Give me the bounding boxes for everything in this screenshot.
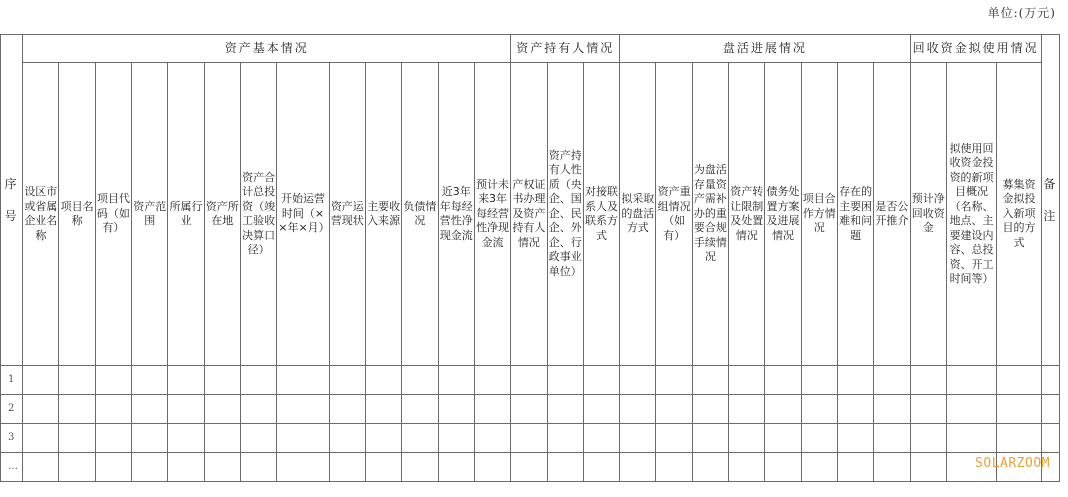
table-cell[interactable] bbox=[438, 424, 474, 453]
column-header bbox=[729, 63, 765, 366]
table-cell[interactable] bbox=[656, 395, 692, 424]
column-header-text: 项目合作方情况 bbox=[802, 192, 836, 235]
column-header bbox=[910, 63, 946, 366]
unit-label: 单位:(万元) bbox=[987, 6, 1056, 20]
table-cell[interactable] bbox=[474, 453, 510, 482]
table-row bbox=[1, 453, 1060, 482]
table-cell[interactable] bbox=[240, 366, 276, 395]
table-cell[interactable] bbox=[402, 395, 438, 424]
table-cell[interactable] bbox=[910, 453, 946, 482]
table-cell[interactable] bbox=[620, 453, 656, 482]
column-header bbox=[801, 63, 837, 366]
column-header bbox=[474, 63, 510, 366]
table-cell[interactable] bbox=[620, 366, 656, 395]
table-cell[interactable] bbox=[132, 424, 168, 453]
table-cell[interactable] bbox=[874, 395, 910, 424]
column-header-text: 资产重组情况（如有） bbox=[657, 185, 691, 242]
column-header-text: 是否公开推介 bbox=[875, 199, 909, 227]
table-cell[interactable] bbox=[438, 395, 474, 424]
table-cell[interactable] bbox=[402, 453, 438, 482]
column-header-row bbox=[1, 63, 1060, 366]
column-header bbox=[168, 63, 204, 366]
table-cell[interactable] bbox=[729, 395, 765, 424]
table-cell[interactable] bbox=[547, 453, 583, 482]
table-row bbox=[1, 395, 1060, 424]
table-cell[interactable] bbox=[910, 366, 946, 395]
column-header bbox=[59, 63, 95, 366]
column-header-text: 拟使用回收资金投资的新项目概况（名称、地点、主要建设内容、总投资、开工时间等） bbox=[949, 141, 994, 285]
table-cell[interactable] bbox=[583, 366, 619, 395]
table-cell[interactable] bbox=[168, 366, 204, 395]
table-cell[interactable] bbox=[474, 424, 510, 453]
column-header-text: 项目代码（如有） bbox=[96, 192, 130, 235]
table-cell[interactable] bbox=[547, 424, 583, 453]
table-cell[interactable] bbox=[511, 366, 547, 395]
table-cell[interactable] bbox=[910, 395, 946, 424]
column-header bbox=[277, 63, 329, 366]
column-header bbox=[240, 63, 276, 366]
column-header bbox=[23, 63, 59, 366]
table-cell[interactable] bbox=[168, 453, 204, 482]
table-cell[interactable] bbox=[729, 453, 765, 482]
table-cell[interactable] bbox=[765, 366, 801, 395]
column-header-text: 资产转让限制及处置情况 bbox=[730, 185, 764, 242]
table-cell[interactable] bbox=[765, 453, 801, 482]
asset-revitalization-table bbox=[0, 34, 1060, 482]
table-cell[interactable] bbox=[365, 424, 401, 453]
table-cell[interactable] bbox=[59, 366, 95, 395]
column-header bbox=[132, 63, 168, 366]
column-header-text: 主要收入来源 bbox=[367, 199, 401, 227]
column-header bbox=[547, 63, 583, 366]
column-header-text: 产权证书办理及资产持有人情况 bbox=[512, 177, 546, 249]
table-cell[interactable] bbox=[765, 424, 801, 453]
table-cell[interactable] bbox=[474, 366, 510, 395]
table-cell[interactable] bbox=[474, 395, 510, 424]
column-header bbox=[402, 63, 438, 366]
table-cell[interactable] bbox=[329, 453, 365, 482]
column-header bbox=[656, 63, 692, 366]
column-header-text: 资产持有人性质（央企、国企、民企、外企、行政事业单位） bbox=[548, 148, 582, 278]
table-cell[interactable] bbox=[240, 395, 276, 424]
column-header-text: 对接联系人及联系方式 bbox=[585, 185, 619, 242]
notes-header-text: 备注 bbox=[1043, 177, 1058, 223]
group-header: 资产持有人情况 bbox=[511, 35, 620, 63]
row-seq: 3 bbox=[1, 424, 23, 453]
row-seq: … bbox=[1, 453, 23, 482]
table-cell[interactable] bbox=[277, 424, 329, 453]
table-cell[interactable] bbox=[837, 395, 873, 424]
table-cell[interactable] bbox=[692, 453, 728, 482]
table-cell[interactable] bbox=[547, 366, 583, 395]
table-cell[interactable] bbox=[438, 453, 474, 482]
table-cell[interactable] bbox=[402, 366, 438, 395]
column-header bbox=[438, 63, 474, 366]
column-header-text: 资产范围 bbox=[133, 199, 167, 227]
table-cell[interactable] bbox=[801, 366, 837, 395]
table-cell[interactable] bbox=[874, 424, 910, 453]
table-cell[interactable] bbox=[168, 395, 204, 424]
table-cell[interactable] bbox=[946, 366, 996, 395]
notes-header bbox=[1041, 35, 1059, 366]
table-cell[interactable] bbox=[692, 424, 728, 453]
table-cell[interactable] bbox=[329, 424, 365, 453]
table-cell[interactable] bbox=[240, 424, 276, 453]
table-cell[interactable] bbox=[168, 424, 204, 453]
table-cell[interactable] bbox=[277, 453, 329, 482]
table-cell[interactable] bbox=[204, 453, 240, 482]
column-header bbox=[874, 63, 910, 366]
column-header bbox=[620, 63, 656, 366]
column-header-text: 所属行业 bbox=[169, 199, 203, 227]
table-cell[interactable] bbox=[997, 395, 1041, 424]
column-header bbox=[765, 63, 801, 366]
table-cell[interactable] bbox=[874, 366, 910, 395]
table-cell[interactable] bbox=[95, 453, 131, 482]
column-header bbox=[692, 63, 728, 366]
table-cell[interactable] bbox=[692, 395, 728, 424]
column-header bbox=[583, 63, 619, 366]
column-header-text: 设区市或省属企业名称 bbox=[24, 185, 58, 242]
table-cell[interactable] bbox=[240, 453, 276, 482]
column-header-text: 募集资金拟投入新项目的方式 bbox=[1002, 177, 1036, 249]
watermark-logo: SOLARZOOM bbox=[975, 456, 1050, 471]
table-cell[interactable] bbox=[656, 424, 692, 453]
table-cell[interactable] bbox=[729, 366, 765, 395]
column-header-text: 资产合计总投资（竣工验收决算口径） bbox=[242, 170, 276, 256]
table-cell[interactable] bbox=[95, 395, 131, 424]
table-cell[interactable] bbox=[23, 395, 59, 424]
column-header-text: 资产运营现状 bbox=[330, 199, 364, 227]
seq-header-text: 序号 bbox=[4, 177, 19, 223]
table-cell[interactable] bbox=[23, 424, 59, 453]
table-cell[interactable] bbox=[997, 424, 1041, 453]
group-header: 回收资金拟使用情况 bbox=[910, 35, 1041, 63]
column-header-text: 近3年年每经营性净现金流 bbox=[439, 185, 473, 242]
column-header bbox=[511, 63, 547, 366]
group-header: 资产基本情况 bbox=[23, 35, 511, 63]
table-cell[interactable] bbox=[204, 395, 240, 424]
column-header-text: 开始运营时间（××年×月） bbox=[278, 192, 330, 235]
table-cell[interactable] bbox=[204, 424, 240, 453]
table-cell[interactable] bbox=[874, 453, 910, 482]
group-header-row bbox=[1, 35, 1060, 63]
table-cell[interactable] bbox=[1041, 395, 1059, 424]
table-cell[interactable] bbox=[402, 424, 438, 453]
table-cell[interactable] bbox=[365, 453, 401, 482]
table-cell[interactable] bbox=[204, 366, 240, 395]
table-cell[interactable] bbox=[23, 366, 59, 395]
table-cell[interactable] bbox=[132, 453, 168, 482]
table-cell[interactable] bbox=[801, 424, 837, 453]
column-header-text: 拟采取的盘活方式 bbox=[621, 192, 655, 235]
table-cell[interactable] bbox=[801, 453, 837, 482]
table-cell[interactable] bbox=[620, 424, 656, 453]
table-cell[interactable] bbox=[801, 395, 837, 424]
table-cell[interactable] bbox=[620, 395, 656, 424]
column-header bbox=[95, 63, 131, 366]
row-seq: 1 bbox=[1, 366, 23, 395]
table-cell[interactable] bbox=[656, 453, 692, 482]
column-header bbox=[204, 63, 240, 366]
column-header bbox=[946, 63, 996, 366]
column-header-text: 资产所在地 bbox=[205, 199, 239, 227]
table-cell[interactable] bbox=[329, 366, 365, 395]
table-cell[interactable] bbox=[946, 424, 996, 453]
column-header-text: 负债情况 bbox=[403, 199, 437, 227]
column-header-text: 存在的主要困难和问题 bbox=[839, 185, 873, 242]
table-cell[interactable] bbox=[765, 395, 801, 424]
table-row bbox=[1, 424, 1060, 453]
table-cell[interactable] bbox=[365, 395, 401, 424]
table-cell[interactable] bbox=[837, 453, 873, 482]
column-header-text: 债务处置方案及进展情况 bbox=[766, 185, 800, 242]
table-cell[interactable] bbox=[59, 395, 95, 424]
group-header: 盘活进展情况 bbox=[620, 35, 910, 63]
column-header-text: 预计未来3年每经营性净现金流 bbox=[476, 177, 510, 249]
column-header-text: 预计净回收资金 bbox=[911, 192, 945, 235]
table-cell[interactable] bbox=[946, 395, 996, 424]
table-cell[interactable] bbox=[656, 366, 692, 395]
table-cell[interactable] bbox=[438, 366, 474, 395]
table-cell[interactable] bbox=[583, 395, 619, 424]
table-cell[interactable] bbox=[329, 395, 365, 424]
table-cell[interactable] bbox=[511, 453, 547, 482]
column-header bbox=[365, 63, 401, 366]
table-cell[interactable] bbox=[132, 395, 168, 424]
table-cell[interactable] bbox=[1041, 424, 1059, 453]
table-cell[interactable] bbox=[95, 366, 131, 395]
table-cell[interactable] bbox=[729, 424, 765, 453]
table-cell[interactable] bbox=[23, 453, 59, 482]
table-cell[interactable] bbox=[277, 395, 329, 424]
table-cell[interactable] bbox=[692, 366, 728, 395]
column-header bbox=[329, 63, 365, 366]
table-cell[interactable] bbox=[511, 395, 547, 424]
row-seq: 2 bbox=[1, 395, 23, 424]
table-cell[interactable] bbox=[59, 453, 95, 482]
table-cell[interactable] bbox=[511, 424, 547, 453]
table-row bbox=[1, 366, 1060, 395]
table-cell[interactable] bbox=[837, 424, 873, 453]
column-header bbox=[837, 63, 873, 366]
table-cell[interactable] bbox=[132, 366, 168, 395]
table-cell[interactable] bbox=[277, 366, 329, 395]
table-cell[interactable] bbox=[583, 453, 619, 482]
table-cell[interactable] bbox=[365, 366, 401, 395]
column-header-text: 项目名称 bbox=[60, 199, 94, 227]
table-cell[interactable] bbox=[583, 424, 619, 453]
table-cell[interactable] bbox=[837, 366, 873, 395]
table-cell[interactable] bbox=[95, 424, 131, 453]
table-cell[interactable] bbox=[1041, 366, 1059, 395]
seq-header bbox=[1, 35, 23, 366]
table-cell[interactable] bbox=[547, 395, 583, 424]
table-cell[interactable] bbox=[997, 366, 1041, 395]
column-header-text: 为盘活存量资产需补办的重要合规手续情况 bbox=[693, 163, 727, 264]
table-cell[interactable] bbox=[910, 424, 946, 453]
table-cell[interactable] bbox=[59, 424, 95, 453]
column-header bbox=[997, 63, 1041, 366]
